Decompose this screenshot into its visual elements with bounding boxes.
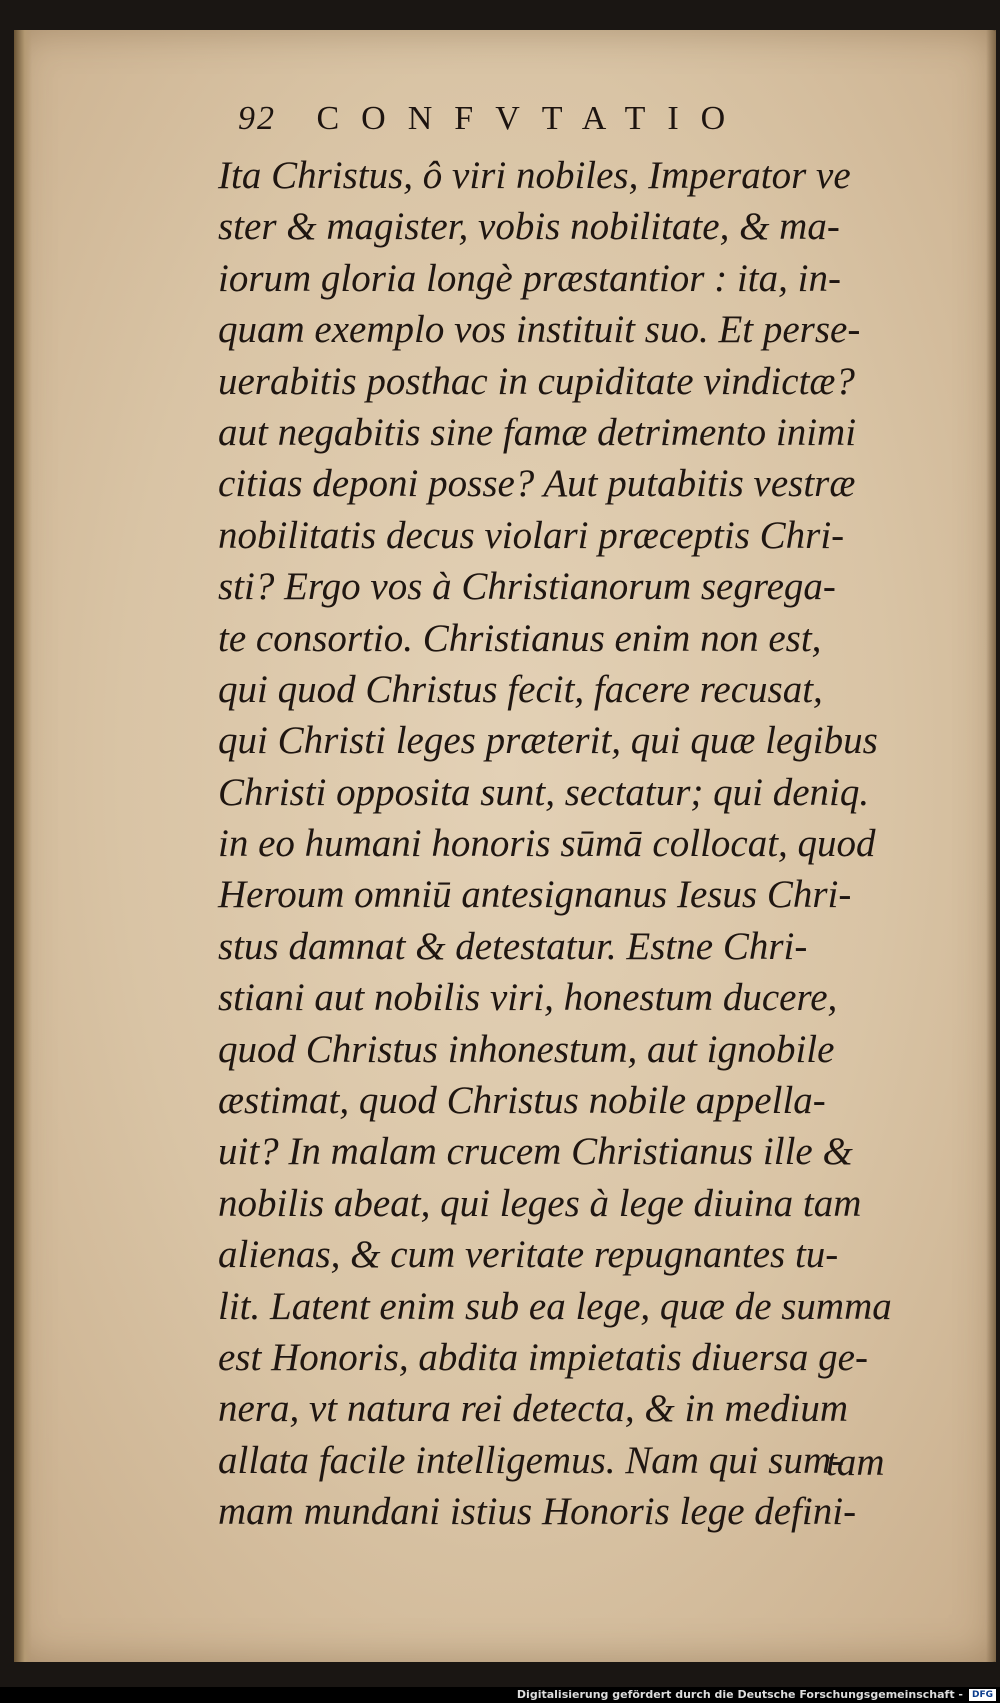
text-line: mam mundani istius Honoris lege defini- (218, 1490, 857, 1534)
page-gutter (14, 30, 32, 1662)
page-header (238, 100, 747, 148)
page-number: 92 (238, 100, 276, 137)
text-line: Christi opposita sunt, sectatur; qui deniq. (218, 770, 870, 814)
running-title: CONFVTATIO (316, 100, 748, 137)
text-line: Ita Christus, ô viri nobiles, Imperator ve (218, 154, 851, 197)
text-line: te consortio. Christianus enim non est, (218, 616, 822, 660)
dfg-logo: DFG (969, 1689, 996, 1701)
text-line: uerabitis posthac in cupiditate vindictæ? (218, 359, 855, 403)
text-line: in eo humani honoris sūmā collocat, quod (218, 822, 876, 866)
text-line: citias deponi posse? Aut putabitis vestræ (218, 462, 856, 506)
text-line: iorum gloria longè præstantior : ita, in- (218, 256, 841, 300)
text-line: quam exemplo vos instituit suo. Et perse- (218, 308, 861, 352)
funding-text: Digitalisierung gefördert durch die Deutsche Forschungsgemeinschaft - (516, 1688, 963, 1701)
text-line: nera, vt natura rei detecta, & in medium (218, 1387, 849, 1431)
text-line: æstimat, quod Christus nobile appella- (218, 1079, 826, 1123)
text-line: nobilitatis decus violari præceptis Chri- (218, 513, 845, 557)
text-line: ster & magister, vobis nobilitate, & ma- (218, 205, 840, 249)
funding-footer (0, 1687, 1000, 1703)
text-line: stiani aut nobilis viri, honestum ducere, (218, 976, 838, 1020)
text-line: qui quod Christus fecit, facere recusat, (218, 667, 823, 711)
text-line: alienas, & cum veritate repugnantes tu- (218, 1233, 839, 1277)
text-line: uit? In malam crucem Christianus ille & (218, 1130, 853, 1174)
text-line: est Honoris, abdita impietatis diuersa ge- (218, 1335, 868, 1379)
text-line: stus damnat & detestatur. Estne Chri- (218, 924, 808, 968)
page-edge (986, 30, 996, 1662)
text-line: aut negabitis sine famæ detrimento inimi (218, 410, 857, 454)
text-line: Heroum omniū antesignanus Iesus Chri- (218, 873, 852, 917)
body-text (218, 150, 918, 1538)
text-line: sti? Ergo vos à Christianorum segrega- (218, 565, 836, 609)
text-line: allata facile intelligemus. Nam qui sum- (218, 1438, 845, 1482)
catchword: tam (826, 1441, 885, 1484)
text-line: lit. Latent enim sub ea lege, quæ de summa (218, 1284, 892, 1328)
text-line: nobilis abeat, qui leges à lege diuina tam (218, 1181, 862, 1225)
text-line: quod Christus inhonestum, aut ignobile (218, 1027, 835, 1071)
text-line: qui Christi leges præterit, qui quæ legibus (218, 719, 878, 763)
